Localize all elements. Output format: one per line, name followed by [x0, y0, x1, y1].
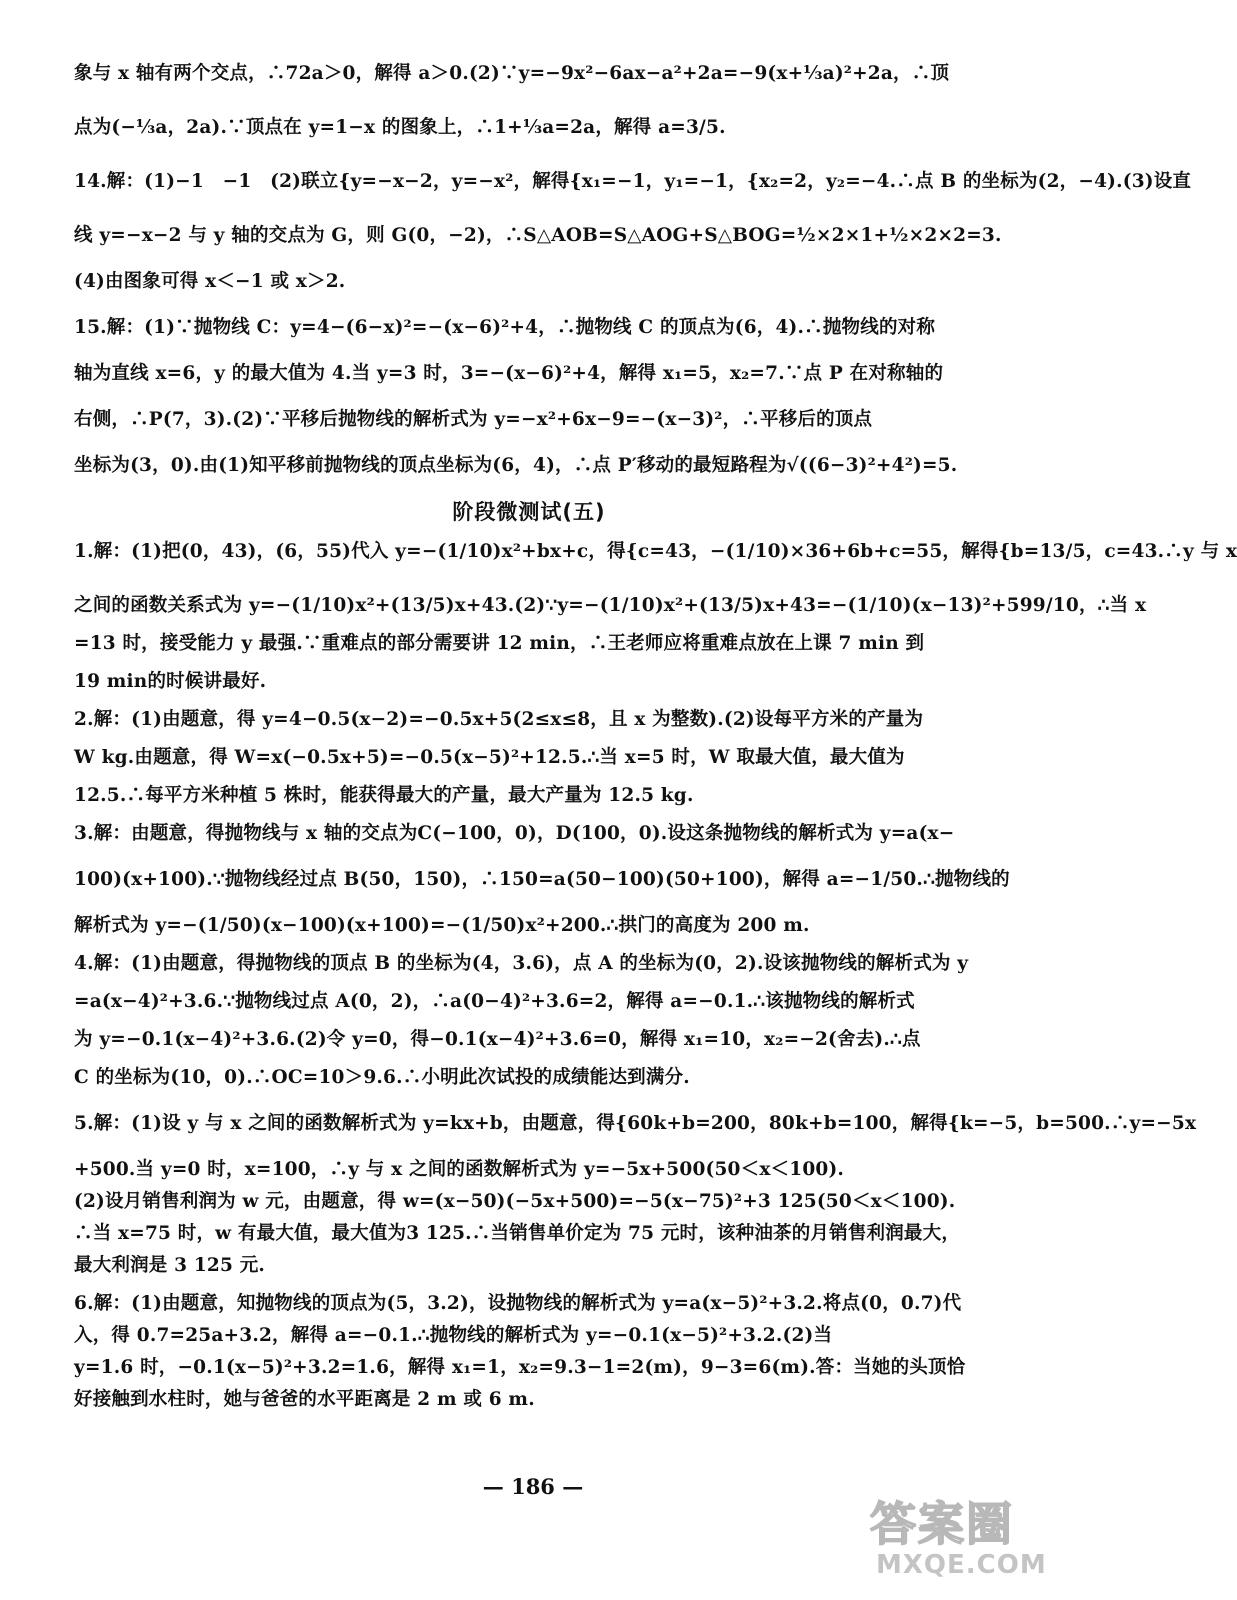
- text-line: 19 min的时候讲最好.: [74, 671, 267, 692]
- text-line: 象与 x 轴有两个交点，∴72a＞0，解得 a＞0.(2)∵y=−9x²−6ax−a²+2a=−9(x+⅓a)²+2a，∴顶: [74, 63, 950, 84]
- text-line: (4)由图象可得 x＜−1 或 x＞2.: [74, 271, 346, 292]
- text-line: 2.解：(1)由题意，得 y=4−0.5(x−2)=−0.5x+5(2≤x≤8，且 x 为整数).(2)设每平方米的产量为: [74, 709, 924, 730]
- text-line: 好接触到水柱时，她与爸爸的水平距离是 2 m 或 6 m.: [74, 1389, 535, 1410]
- section-title: 阶段微测试(五): [452, 500, 606, 524]
- answer-page: [74, 58, 1237, 1416]
- text-line: 12.5.∴每平方米种植 5 株时，能获得最大的产量，最大产量为 12.5 kg.: [74, 785, 694, 806]
- text-line: +500.当 y=0 时，x=100，∴y 与 x 之间的函数解析式为 y=−5x+500(50＜x＜100).: [74, 1159, 845, 1180]
- text-line: 为 y=−0.1(x−4)²+3.6.(2)令 y=0，得−0.1(x−4)²+3.6=0，解得 x₁=10，x₂=−2(舍去).∴点: [74, 1029, 921, 1050]
- text-line: 最大利润是 3 125 元.: [74, 1255, 266, 1276]
- text-line: 坐标为(3，0).由(1)知平移前抛物线的顶点坐标为(6，4)，∴点 P′移动的最短路程为√((6−3)²+4²)=5.: [74, 455, 958, 476]
- text-line: 15.解：(1)∵抛物线 C：y=4−(6−x)²=−(x−6)²+4，∴抛物线 C 的顶点为(6，4).∴抛物线的对称: [74, 317, 936, 338]
- text-line: 1.解：(1)把(0，43)，(6，55)代入 y=−(1/10)x²+bx+c，得{c=43，−(1/10)×36+6b+c=55，解得{b=13/5，c=43.∴y 与 x: [74, 541, 1237, 562]
- text-line: 3.解：由题意，得抛物线与 x 轴的交点为C(−100，0)，D(100，0).设这条抛物线的解析式为 y=a(x−: [74, 823, 955, 844]
- text-line: C 的坐标为(10，0).∴OC=10＞9.6.∴小明此次试投的成绩能达到满分.: [74, 1067, 690, 1088]
- text-line: =13 时，接受能力 y 最强.∵重难点的部分需要讲 12 min，∴王老师应将重难点放在上课 7 min 到: [74, 633, 925, 654]
- text-line: 线 y=−x−2 与 y 轴的交点为 G，则 G(0，−2)，∴S△AOB=S△AOG+S△BOG=½×2×1+½×2×2=3.: [74, 225, 1002, 246]
- text-line: =a(x−4)²+3.6.∵抛物线过点 A(0，2)，∴a(0−4)²+3.6=2，解得 a=−0.1.∴该抛物线的解析式: [74, 991, 915, 1012]
- text-line: 100)(x+100).∵抛物线经过点 B(50，150)，∴150=a(50−100)(50+100)，解得 a=−1/50.∴抛物线的: [74, 869, 1010, 890]
- watermark-logo: 答案圈: [870, 1497, 1014, 1551]
- text-line: 之间的函数关系式为 y=−(1/10)x²+(13/5)x+43.(2)∵y=−(1/10)x²+(13/5)x+43=−(1/10)(x−13)²+599/10，∴当 x: [74, 595, 1147, 616]
- text-line: 5.解：(1)设 y 与 x 之间的函数解析式为 y=kx+b，由题意，得{60k+b=200，80k+b=100，解得{k=−5，b=500.∴y=−5x: [74, 1113, 1197, 1134]
- text-line: y=1.6 时，−0.1(x−5)²+3.2=1.6，解得 x₁=1，x₂=9.3−1=2(m)，9−3=6(m).答：当她的头顶恰: [74, 1357, 966, 1378]
- text-line: 入，得 0.7=25a+3.2，解得 a=−0.1.∴抛物线的解析式为 y=−0.1(x−5)²+3.2.(2)当: [74, 1325, 833, 1346]
- watermark-url: MXQE.COM: [876, 1550, 1047, 1580]
- text-line: W kg.由题意，得 W=x(−0.5x+5)=−0.5(x−5)²+12.5.∴当 x=5 时，W 取最大值，最大值为: [74, 747, 905, 768]
- text-line: 4.解：(1)由题意，得抛物线的顶点 B 的坐标为(4，3.6)，点 A 的坐标为(0，2).设该抛物线的解析式为 y: [74, 953, 969, 974]
- text-line: 6.解：(1)由题意，知抛物线的顶点为(5，3.2)，设抛物线的解析式为 y=a(x−5)²+3.2.将点(0，0.7)代: [74, 1293, 962, 1314]
- text-line: 轴为直线 x=6，y 的最大值为 4.当 y=3 时，3=−(x−6)²+4，解得 x₁=5，x₂=7.∵点 P 在对称轴的: [74, 363, 944, 384]
- text-line: (2)设月销售利润为 w 元，由题意，得 w=(x−50)(−5x+500)=−5(x−75)²+3 125(50＜x＜100).: [74, 1191, 956, 1212]
- text-line: ∴当 x=75 时，w 有最大值，最大值为3 125.∴当销售单价定为 75 元时，该种油茶的月销售利润最大，: [74, 1223, 961, 1244]
- text-line: 14.解：(1)−1 −1 (2)联立{y=−x−2，y=−x²，解得{x₁=−1，y₁=−1，{x₂=2，y₂=−4.∴点 B 的坐标为(2，−4).(3)设直: [74, 171, 1192, 192]
- watermark: [870, 1488, 1050, 1592]
- page-number: — 186 —: [482, 1474, 584, 1499]
- text-line: 点为(−⅓a，2a).∵顶点在 y=1−x 的图象上，∴1+⅓a=2a，解得 a=3/5.: [74, 117, 726, 138]
- text-line: 右侧，∴P(7，3).(2)∵平移后抛物线的解析式为 y=−x²+6x−9=−(x−3)²，∴平移后的顶点: [74, 409, 873, 430]
- text-line: 解析式为 y=−(1/50)(x−100)(x+100)=−(1/50)x²+200.∴拱门的高度为 200 m.: [74, 915, 810, 936]
